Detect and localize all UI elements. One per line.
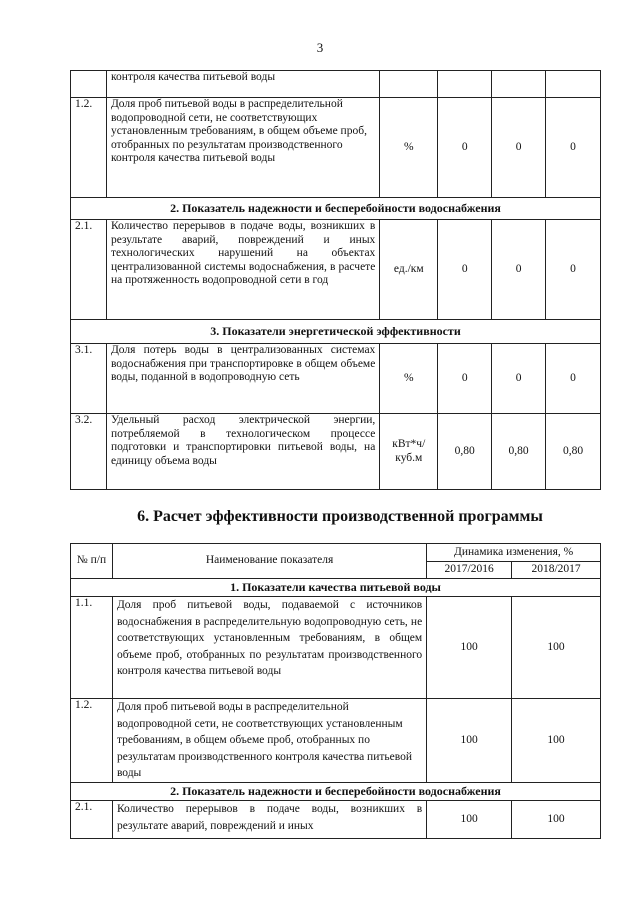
section-heading: 6. Расчет эффективности производственной программы <box>137 508 543 525</box>
efficiency-table <box>70 543 601 839</box>
row-number: 2.1. <box>71 801 113 839</box>
row-value-2: 0,80 <box>492 414 546 490</box>
table-row <box>71 220 601 320</box>
table-row <box>71 98 601 198</box>
row-number: 3.2. <box>71 414 107 490</box>
row-value-3: 0 <box>546 220 601 320</box>
row-unit: % <box>380 344 438 414</box>
row-value-2: 0 <box>492 344 546 414</box>
row-value-1: 100 <box>427 699 512 783</box>
table-row <box>71 801 601 839</box>
row-unit: % <box>380 98 438 198</box>
section-title: 3. Показатели энергетической эффективности <box>71 320 601 344</box>
section-row <box>71 198 601 220</box>
row-name: Количество перерывов в подаче воды, возникших в результате аварий, повреждений и иных <box>112 801 426 839</box>
row-name: Удельный расход электрической энергии, потребляемой в технологическом процессе подготовки и транспортировки питьевой воды, на единицу объема воды <box>106 414 379 490</box>
row-name: Количество перерывов в подаче воды, возникших в результате аварий, повреждений и иных технологических нарушений на объектах централизованной системы водоснабжения, в расчете на протяженность водопроводной сети в год <box>106 220 379 320</box>
row-value-1: 0 <box>438 344 492 414</box>
header-year-1: 2017/2016 <box>427 562 512 579</box>
page-number: 3 <box>316 40 324 55</box>
row-value-2: 100 <box>512 801 601 839</box>
row-value-2: 0 <box>492 98 546 198</box>
row-value-3: 0 <box>546 98 601 198</box>
row-name: контроля качества питьевой воды <box>106 71 379 98</box>
header-name: Наименование показателя <box>112 544 426 579</box>
header-number: № п/п <box>71 544 113 579</box>
table-row <box>71 699 601 783</box>
row-value-3: 0,80 <box>546 414 601 490</box>
header-dynamics: Динамика изменения, % <box>427 544 601 562</box>
section-title: 1. Показатели качества питьевой воды <box>71 579 601 597</box>
header-row <box>71 544 601 562</box>
header-year-2: 2018/2017 <box>512 562 601 579</box>
row-value-2: 100 <box>512 699 601 783</box>
section-row <box>71 579 601 597</box>
row-value-3: 0 <box>546 344 601 414</box>
table-row <box>71 597 601 699</box>
row-number: 2.1. <box>71 220 107 320</box>
row-value-1: 0 <box>438 98 492 198</box>
row-value-2: 100 <box>512 597 601 699</box>
row-name: Доля проб питьевой воды, подаваемой с источников водоснабжения в распределительную водопроводную сеть, не соответствующих установленным требованиям, в общем объеме проб, отобранных по результатам производственного контроля качества питьевой воды <box>112 597 426 699</box>
row-unit: кВт*ч/ куб.м <box>380 414 438 490</box>
row-name: Доля потерь воды в централизованных системах водоснабжения при транспортировке в общем объеме воды, поданной в водопроводную сеть <box>106 344 379 414</box>
row-value-1: 100 <box>427 801 512 839</box>
section-title: 2. Показатель надежности и бесперебойности водоснабжения <box>71 783 601 801</box>
row-number: 1.2. <box>71 699 113 783</box>
row-name: Доля проб питьевой воды в распределительной водопроводной сети, не соответствующих установленным требованиям, в общем объеме проб, отобранных по результатам производственного контроля качества питьевой воды <box>112 699 426 783</box>
table-row <box>71 71 601 98</box>
section-row <box>71 320 601 344</box>
table-row <box>71 344 601 414</box>
table-row <box>71 414 601 490</box>
indicators-table <box>70 70 601 490</box>
row-value-1: 0 <box>438 220 492 320</box>
row-value-1: 0,80 <box>438 414 492 490</box>
row-number: 1.2. <box>71 98 107 198</box>
section-row <box>71 783 601 801</box>
row-name: Доля проб питьевой воды в распределительной водопроводной сети, не соответствующих установленным требованиям, в общем объеме проб, отобранных по результатам производственного контроля качества питьевой воды <box>106 98 379 198</box>
row-value-1: 100 <box>427 597 512 699</box>
row-unit: ед./км <box>380 220 438 320</box>
row-number: 3.1. <box>71 344 107 414</box>
row-number: 1.1. <box>71 597 113 699</box>
row-value-2: 0 <box>492 220 546 320</box>
section-title: 2. Показатель надежности и бесперебойности водоснабжения <box>71 198 601 220</box>
